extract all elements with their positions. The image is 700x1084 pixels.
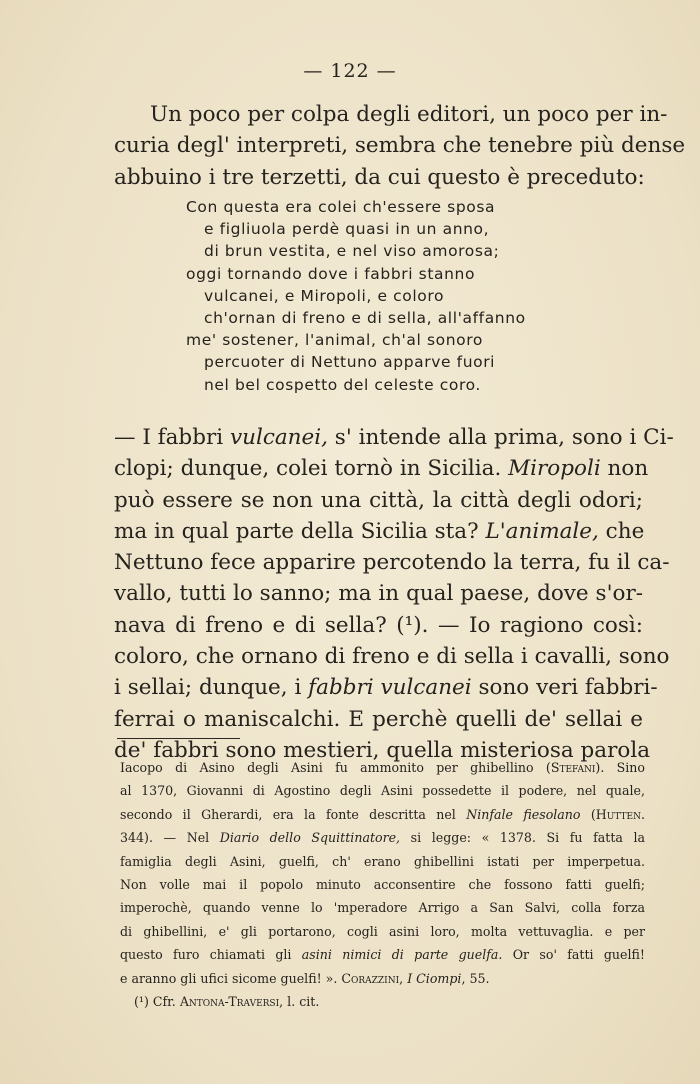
footnote-divider [117, 738, 240, 739]
italic-term: L'animale, [485, 518, 599, 544]
paragraph-commentary [114, 422, 674, 766]
footnote-line: famiglia degli Asini, guelfi, ch' erano ghibellini istati per imperpetua. [120, 853, 645, 869]
footnote-line: al 1370, Giovanni di Agostino degli Asini possedette il podere, nel quale, [120, 783, 645, 799]
text-line: ma in qual parte della Sicilia sta? L'animale, che [114, 518, 645, 544]
verse-line: oggi tornando dove i fabbri stanno [186, 264, 476, 283]
page-number: — 122 — [303, 60, 397, 82]
italic-term: Miropoli [508, 456, 601, 482]
footnote-line: 344). — Nel Diario dello Squittinatore, si legge: « 1378. Si fu fatta la [120, 830, 646, 846]
text-line: clopi; dunque, colei tornò in Sicilia. Miropoli non [114, 456, 649, 482]
text-line: — I fabbri vulcanei, s' intende alla prima, sono i Ci- [114, 425, 674, 450]
text-line: può essere se non una città, la città degli odori; [114, 487, 643, 513]
footnote-line: (¹) Cfr. Antona-Traversi, l. cit. [134, 994, 320, 1010]
verse-line: percuoter di Nettuno apparve fuori [204, 353, 496, 372]
footnote-line: e aranno gli ufici sicome guelfi! ». Corazzini, I Ciompi, 55. [120, 970, 490, 986]
text-line: vallo, tutti lo sanno; ma in qual paese, dove s'or- [114, 581, 643, 607]
verse-line: Con questa era colei ch'essere sposa [186, 198, 496, 216]
text-line: abbuino i tre terzetti, da cui questo è preceduto: [114, 164, 645, 190]
verse-line: di brun vestita, e nel viso amorosa; [204, 242, 500, 261]
verse-line: vulcanei, e Miropoli, e coloro [204, 286, 445, 305]
text-line: de' fabbri sono mestieri, quella misteriosa parola [114, 737, 651, 763]
italic-term: fabbri vulcanei [308, 675, 472, 701]
footnotes [120, 756, 645, 1013]
italic-term: vulcanei, [229, 425, 328, 450]
footnote-line: Iacopo di Asino degli Asini fu ammonito per ghibellino (Stefani). Sino [120, 760, 645, 775]
footnote-line: Non volle mai il popolo minuto acconsentire che fossono fatti guelfi; [120, 877, 645, 893]
verse-line: e figliuola perdè quasi in un anno, [204, 220, 490, 239]
paragraph-intro [114, 99, 686, 193]
text-line: i sellai; dunque, i fabbri vulcanei sono veri fabbri- [114, 675, 658, 701]
text-line: curia degl' interpreti, sembra che tenebre più dense [114, 133, 686, 159]
verse-quotation [186, 196, 606, 396]
text-line: Un poco per colpa degli editori, un poco per in- [150, 102, 668, 127]
footnote-line: imperochè, quando venne lo 'mperadore Arrigo a San Salvi, colla forza [120, 900, 645, 916]
text-line: coloro, che ornano di freno e di sella i cavalli, sono [114, 644, 670, 670]
text-line: Nettuno fece apparire percotendo la terra, fu il ca- [114, 550, 670, 576]
footnote-line: di ghibellini, e' gli portarono, cogli asini loro, molta vettuvaglia. e per [120, 923, 645, 939]
text-line: ferrai o maniscalchi. E perchè quelli de' sellai e [114, 706, 643, 732]
text-line: nava di freno e di sella? (¹). — Io ragiono così: [114, 612, 643, 638]
verse-line: nel bel cospetto del celeste coro. [204, 375, 481, 394]
verse-line: ch'ornan di freno e di sella, all'affanno [204, 309, 526, 328]
verse-line: me' sostener, l'animal, ch'al sonoro [186, 331, 483, 350]
footnote-line: questo furo chiamati gli asini nimici di parte guelfa. Or so' fatti guelfi! [120, 947, 645, 963]
footnote-line: secondo il Gherardi, era la fonte descritta nel Ninfale fiesolano (Hutten. [120, 806, 645, 822]
